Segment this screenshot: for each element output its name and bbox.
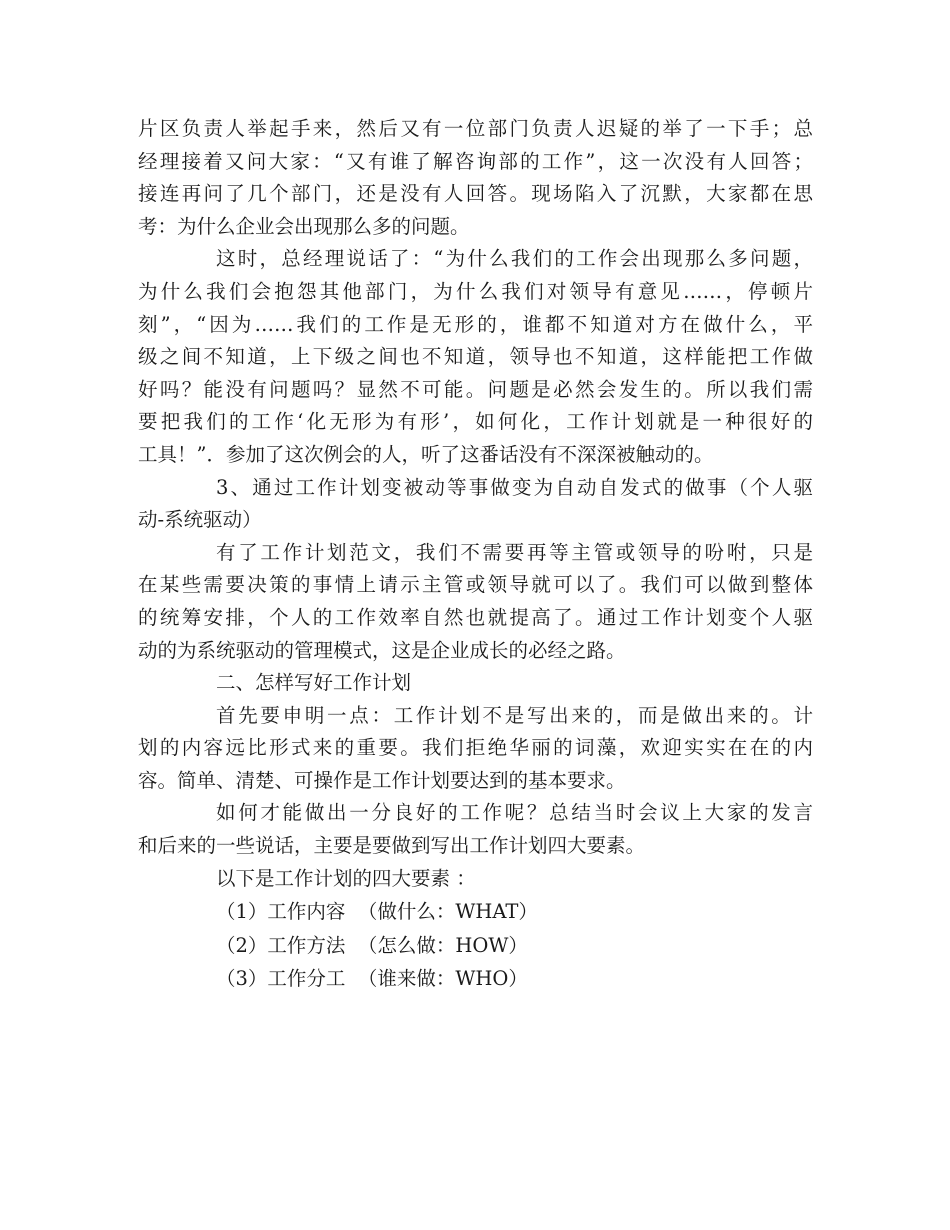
text-line: 动-系统驱动） [138, 508, 262, 532]
text-line: 以下是工作计划的四大要素 ： [216, 866, 476, 890]
text-line: 如何才能做出一分良好的工作呢？总结当时会议上大家的发言 [216, 801, 813, 825]
item-number: （2） [216, 933, 268, 957]
text-line: 二、怎样写好工作计划 [216, 671, 412, 695]
text-line: 划的内容远比形式来的重要。我们拒绝华丽的词藻，欢迎实实在在的内 [138, 736, 813, 760]
text-line: 工具！”．参加了这次例会的人，听了这番话没有不深深被触动的。 [138, 442, 714, 466]
item-detail: （做什么：WHAT） [357, 900, 538, 924]
item-label: 工作分工 [267, 967, 346, 991]
document-body [138, 113, 813, 996]
paragraph-meeting-continuation [138, 113, 813, 243]
list-item [138, 962, 813, 996]
text-line: 3、通过工作计划变被动等事做变为自动自发式的做事（个人驱 [216, 475, 813, 499]
section-heading-3 [138, 472, 813, 537]
text-line: 考：为什么企业会出现那么多的问题。 [138, 214, 470, 238]
text-line: 好吗？能没有问题吗？显然不可能。问题是必然会发生的。所以我们需 [138, 377, 813, 401]
paragraph-work-plan-benefit [138, 537, 813, 667]
section-heading-2 [138, 667, 813, 700]
item-label: 工作方法 [267, 933, 346, 957]
item-detail: （谁来做：WHO） [357, 967, 528, 991]
paragraph-four-elements-intro [138, 797, 813, 862]
text-line: 级之间不知道，上下级之间也不知道，领导也不知道，这样能把工作做 [138, 345, 813, 369]
item-detail: （怎么做：HOW） [357, 933, 528, 957]
text-line: 为什么我们会抱怨其他部门，为什么我们对领导有意见……，停顿片 [138, 279, 813, 303]
four-elements-list [138, 895, 813, 996]
list-item [138, 895, 813, 929]
text-line: 刻”，“因为……我们的工作是无形的，谁都不知道对方在做什么，平 [138, 312, 813, 336]
paragraph-four-elements-lead [138, 863, 813, 896]
item-label: 工作内容 [267, 900, 346, 924]
text-line: 接连再问了几个部门，还是没有人回答。现场陷入了沉默，大家都在思 [138, 182, 813, 206]
text-line: 和后来的一些说话，主要是要做到写出工作计划四大要素。 [138, 834, 646, 858]
item-number: （3） [216, 967, 268, 991]
text-line: 经理接着又问大家：“又有谁了解咨询部的工作”，这一次没有人回答； [138, 149, 813, 173]
list-item [138, 929, 813, 963]
paragraph-manager-speech [138, 243, 813, 471]
text-line: 在某些需要决策的事情上请示主管或领导就可以了。我们可以做到整体 [138, 573, 813, 597]
paragraph-plan-principle [138, 700, 813, 798]
text-line: 动的为系统驱动的管理模式，这是企业成长的必经之路。 [138, 638, 626, 662]
text-line: 有了工作计划范文，我们不需要再等主管或领导的吩咐，只是 [216, 540, 813, 564]
text-line: 容。简单、清楚、可操作是工作计划要达到的基本要求。 [138, 768, 626, 792]
text-line: 要把我们的工作‘化无形为有形’，如何化，工作计划就是一种很好的 [138, 410, 813, 434]
item-number: （1） [216, 900, 268, 924]
text-line: 片区负责人举起手来，然后又有一位部门负责人迟疑的举了一下手；总 [138, 117, 813, 140]
text-line: 首先要申明一点：工作计划不是写出来的，而是做出来的。计 [216, 703, 813, 727]
text-line: 的统筹安排，个人的工作效率自然也就提高了。通过工作计划变个人驱 [138, 605, 813, 629]
text-line: 这时，总经理说话了：“为什么我们的工作会出现那么多问题， [216, 247, 813, 271]
